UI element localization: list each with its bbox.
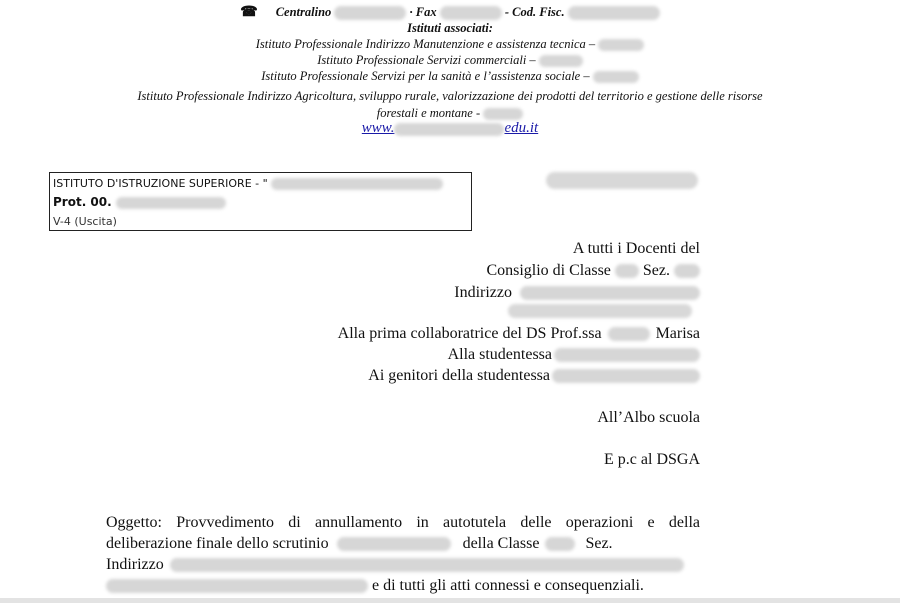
istituto-4b: forestali e montane - [0, 105, 900, 122]
telephone-icon: ☎ [240, 5, 258, 20]
addressee-studentessa: Alla studentessa [448, 346, 700, 364]
istituto-3: Istituto Professionale Servizi per la sanità e l’assistenza sociale – [0, 68, 900, 85]
redacted-indirizzo-2 [170, 558, 684, 572]
protocol-number: Prot. 00. [53, 195, 226, 209]
redacted-indirizzo-line2 [508, 304, 692, 318]
addressee-albo: All’Albo scuola [597, 409, 700, 426]
redacted-codfisc [568, 6, 660, 20]
protocol-institute: ISTITUTO D'ISTRUZIONE SUPERIORE - " [53, 177, 443, 190]
addressee-collaboratrice: Alla prima collaboratrice del DS Prof.ssa Marisa [337, 325, 700, 342]
redacted-protocol-number [116, 197, 226, 209]
redacted-code-1 [598, 39, 644, 51]
redacted-reason [106, 579, 368, 593]
redacted-code-3 [593, 71, 639, 83]
redacted-classe-2 [545, 537, 575, 551]
associati-title: Istituti associati: [407, 21, 493, 35]
addressee-genitori: Ai genitori della studentessa [368, 367, 700, 385]
addressee-dsga: E p.c al DSGA [604, 451, 700, 468]
addressee-indirizzo: Indirizzo [454, 284, 700, 302]
redacted-scrutinio [337, 537, 451, 551]
protocol-box [49, 172, 472, 231]
redacted-date [546, 172, 698, 189]
redacted-institute-name [271, 178, 443, 190]
contact-line: ☎ Centralino · Fax - Cod. Fisc. [0, 4, 900, 21]
redacted-student-name-2 [552, 369, 700, 383]
page-bottom-edge [0, 598, 900, 603]
redacted-fax [440, 6, 502, 20]
addressee-consiglio: Consiglio di Classe Sez. [486, 262, 700, 280]
protocol-category: V-4 (Uscita) [53, 215, 117, 228]
istituto-4a: Istituto Professionale Indirizzo Agricoltura, sviluppo rurale, valorizzazione dei prodotti del territorio e gestione delle risorse [137, 89, 763, 103]
redacted-indirizzo [520, 286, 700, 300]
redacted-surname [608, 327, 650, 341]
oggetto-line3: Indirizzo [106, 555, 700, 575]
istituto-1: Istituto Professionale Indirizzo Manutenzione e assistenza tecnica – [0, 36, 900, 53]
addressee-docenti: A tutti i Docenti del [572, 240, 700, 257]
istituto-2: Istituto Professionale Servizi commerciali – [0, 52, 900, 69]
website-link[interactable]: www. edu.it [361, 120, 539, 136]
redacted-website [394, 123, 504, 136]
redacted-phone [334, 6, 406, 20]
oggetto-line2: deliberazione finale dello scrutinio della Classe Sez. [106, 535, 613, 552]
redacted-classe [615, 264, 639, 278]
redacted-sez [674, 264, 700, 278]
oggetto-line4: e di tutti gli atti connessi e consequenziali. [106, 576, 700, 596]
redacted-student-name [554, 348, 700, 362]
oggetto-line1: Oggetto: Provvedimento di annullamento in autotutela delle operazioni e della [106, 514, 700, 531]
redacted-code-4 [483, 108, 523, 120]
redacted-code-2 [539, 55, 583, 67]
